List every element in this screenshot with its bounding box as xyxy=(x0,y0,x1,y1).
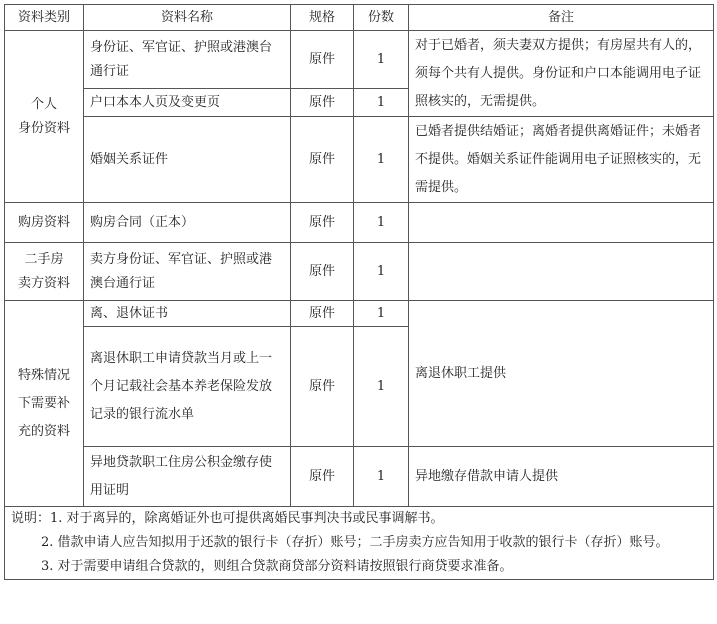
name-cell: 户口本本人页及变更页 xyxy=(84,89,291,117)
remark-cell xyxy=(409,243,714,301)
category-cell: 二手房 卖方资料 xyxy=(5,243,84,301)
spec-cell: 原件 xyxy=(291,89,354,117)
spec-cell: 原件 xyxy=(291,301,354,327)
remark-cell: 已婚者提供结婚证；离婚者提供离婚证件；未婚者不提供。婚姻关系证件能调用电子证照核实的，无需提供。 xyxy=(409,117,714,203)
table-row xyxy=(5,301,714,327)
copies-cell: 1 xyxy=(354,243,409,301)
spec-cell: 原件 xyxy=(291,117,354,203)
header-spec: 规格 xyxy=(291,5,354,31)
header-category: 资料类别 xyxy=(5,5,84,31)
name-cell: 购房合同（正本） xyxy=(84,203,291,243)
copies-cell: 1 xyxy=(354,117,409,203)
header-remark: 备注 xyxy=(409,5,714,31)
name-cell: 离退休职工申请贷款当月或上一个月记载社会基本养老保险发放记录的银行流水单 xyxy=(84,327,291,447)
note-2: 2. 借款申请人应告知拟用于还款的银行卡（存折）账号；二手房卖方应告知用于收款的银行卡（存折）账号。 xyxy=(41,535,669,550)
notes-row xyxy=(5,507,714,580)
category-cell: 特殊情况下需要补充的资料 xyxy=(5,301,84,507)
copies-cell: 1 xyxy=(354,89,409,117)
spec-cell: 原件 xyxy=(291,243,354,301)
name-cell: 离、退休证书 xyxy=(84,301,291,327)
remark-cell xyxy=(409,203,714,243)
remark-cell: 对于已婚者，须夫妻双方提供；有房屋共有人的，须每个共有人提供。身份证和户口本能调用电子证照核实的，无需提供。 xyxy=(409,31,714,117)
category-cell: 个人 身份资料 xyxy=(5,31,84,203)
table-row xyxy=(5,203,714,243)
copies-cell: 1 xyxy=(354,31,409,89)
remark-cell: 异地缴存借款申请人提供 xyxy=(409,447,714,507)
table-row xyxy=(5,31,714,89)
header-copies: 份数 xyxy=(354,5,409,31)
spec-cell: 原件 xyxy=(291,327,354,447)
name-cell: 卖方身份证、军官证、护照或港澳台通行证 xyxy=(84,243,291,301)
table-row xyxy=(5,243,714,301)
copies-cell: 1 xyxy=(354,327,409,447)
copies-cell: 1 xyxy=(354,203,409,243)
notes-cell xyxy=(5,507,714,580)
name-cell: 异地贷款职工住房公积金缴存使用证明 xyxy=(84,447,291,507)
table-row xyxy=(5,117,714,203)
note-1: 说明：1. 对于离异的，除离婚证外也可提供离婚民事判决书或民事调解书。 xyxy=(11,511,444,526)
copies-cell: 1 xyxy=(354,447,409,507)
header-name: 资料名称 xyxy=(84,5,291,31)
table-row xyxy=(5,447,714,507)
copies-cell: 1 xyxy=(354,301,409,327)
spec-cell: 原件 xyxy=(291,447,354,507)
materials-table xyxy=(4,4,714,580)
category-cell: 购房资料 xyxy=(5,203,84,243)
spec-cell: 原件 xyxy=(291,31,354,89)
spec-cell: 原件 xyxy=(291,203,354,243)
name-cell: 身份证、军官证、护照或港澳台通行证 xyxy=(84,31,291,89)
remark-cell: 离退休职工提供 xyxy=(409,301,714,447)
name-cell: 婚姻关系证件 xyxy=(84,117,291,203)
note-3: 3. 对于需要申请组合贷款的，则组合贷款商贷部分资料请按照银行商贷要求准备。 xyxy=(41,559,513,574)
table-header-row xyxy=(5,5,714,31)
